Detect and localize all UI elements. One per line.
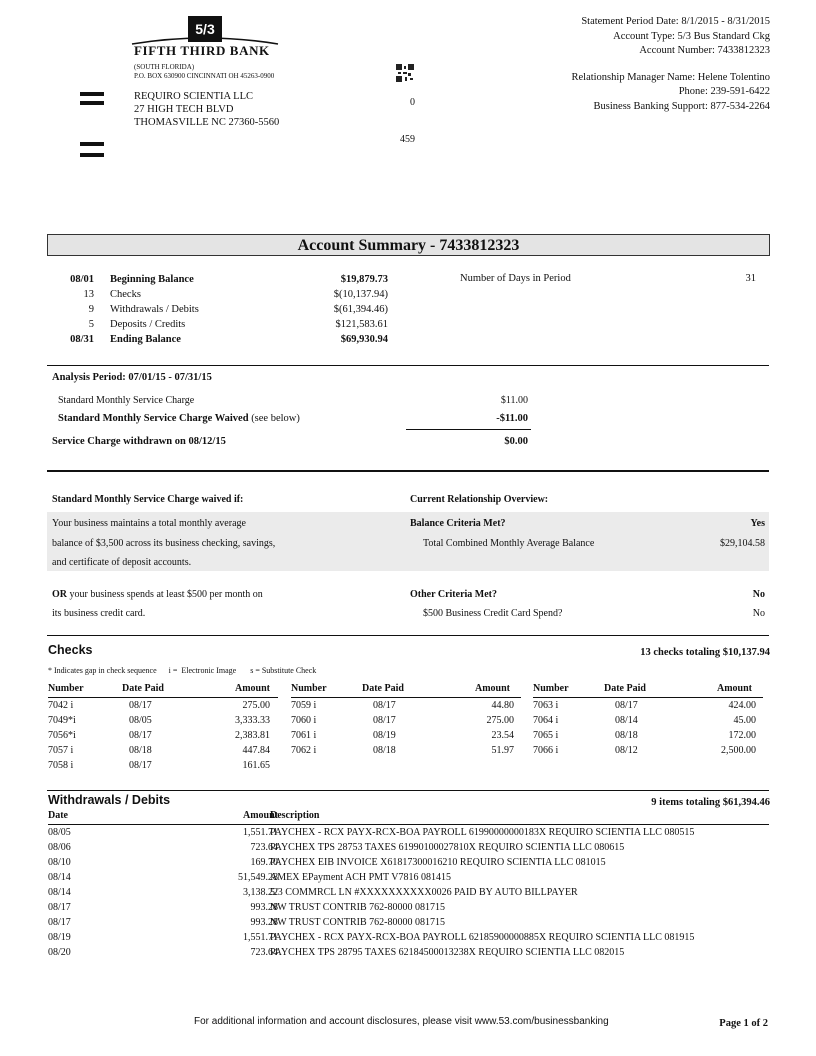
checks-total: 13 checks totaling $10,137.94: [640, 647, 770, 658]
check-amount: 275.00: [486, 715, 514, 726]
check-row: [533, 713, 763, 728]
summary-row-count: 9: [88, 304, 94, 315]
barcode-mark-3: [80, 142, 104, 146]
check-row: [48, 713, 278, 728]
check-amount: 3,333.33: [235, 715, 270, 726]
checks-header-2: [291, 683, 521, 698]
withdrawal-amount: 1,551.71: [243, 932, 278, 943]
withdrawal-date: 08/06: [48, 842, 71, 853]
relationship-title: Current Relationship Overview:: [410, 494, 549, 505]
days-value: 31: [745, 273, 756, 284]
waived-note: (see below): [251, 413, 300, 424]
check-date: 08/17: [373, 700, 396, 711]
col-date-header: Date Paid: [362, 683, 404, 694]
col-number-header: Number: [533, 683, 569, 694]
bank-name: FIFTH THIRD BANK: [134, 43, 270, 58]
withdrawals-total: 9 items totaling $61,394.46: [651, 797, 770, 808]
withdrawal-date: 08/20: [48, 947, 71, 958]
check-number: 7064 i: [533, 715, 559, 726]
check-date: 08/19: [373, 730, 396, 741]
waived-label: Standard Monthly Service Charge Waived: [58, 413, 249, 424]
summary-row-amount: $121,583.61: [335, 319, 388, 330]
checks-legend: * Indicates gap in check sequence i = Electronic Image s = Substitute Check: [48, 666, 317, 675]
summary-row-label: Checks: [110, 289, 141, 300]
check-date: 08/12: [615, 745, 638, 756]
qr-code-icon: [396, 64, 414, 82]
summary-row: [48, 287, 388, 302]
summary-row-amount: $69,930.94: [340, 334, 388, 345]
withdrawals-title: Withdrawals / Debits: [48, 793, 171, 807]
check-row: [291, 743, 521, 758]
withdrawal-description: 5/3 COMMRCL LN #XXXXXXXXXX0026 PAID BY AUTO BILLPAYER: [270, 887, 578, 898]
balance-criteria-answer: Yes: [750, 518, 765, 529]
check-number: 7066 i: [533, 745, 559, 756]
waiver-line-1: Your business maintains a total monthly average: [52, 518, 246, 529]
check-amount: 172.00: [728, 730, 756, 741]
summary-row-label: Beginning Balance: [110, 274, 194, 285]
col-description-header: Description: [270, 810, 320, 821]
check-amount: 275.00: [242, 700, 270, 711]
withdrawal-date: 08/17: [48, 902, 71, 913]
page-number: Page 1 of 2: [719, 1018, 768, 1029]
withdrawal-description: PAYCHEX EIB INVOICE X61817300016210 REQUIRO SCIENTIA LLC 081015: [270, 857, 606, 868]
barcode-mark-1: [80, 92, 104, 96]
check-number: 7057 i: [48, 745, 74, 756]
bank-logo: [130, 14, 280, 46]
or-line-1: [52, 589, 263, 600]
withdrawal-amount: 993.28: [250, 917, 278, 928]
waiver-line-3: and certificate of deposit accounts.: [52, 557, 192, 568]
withdrawal-row: [48, 885, 769, 900]
checks-col-2: [291, 683, 521, 758]
withdrawal-amount: 51,549.28: [238, 872, 278, 883]
check-amount: 23.54: [491, 730, 514, 741]
check-row: [48, 698, 278, 713]
checks-col-1: [48, 683, 278, 773]
check-date: 08/17: [615, 700, 638, 711]
check-date: 08/17: [129, 760, 152, 771]
withdrawal-date: 08/14: [48, 872, 71, 883]
check-amount: 45.00: [733, 715, 756, 726]
withdrawal-description: PAYCHEX TPS 28795 TAXES 62184500013238X REQUIRO SCIENTIA LLC 082015: [270, 947, 625, 958]
check-row: [291, 698, 521, 713]
mail-code-1: 0: [410, 97, 415, 108]
withdrawal-amount: 169.70: [250, 857, 278, 868]
withdrawal-row: [48, 840, 769, 855]
withdrawal-description: AMEX EPayment ACH PMT V7816 081415: [270, 872, 452, 883]
divider-4: [47, 790, 769, 791]
checks-title: Checks: [48, 643, 93, 657]
withdrawal-row: [48, 870, 769, 885]
withdrawal-row: [48, 915, 769, 930]
account-number: Account Number: 7433812323: [639, 45, 770, 56]
check-number: 7062 i: [291, 745, 317, 756]
summary-row-amount: $19,879.73: [340, 274, 388, 285]
summary-row-amount: $(10,137.94): [333, 289, 388, 300]
check-date: 08/14: [615, 715, 638, 726]
check-row: [533, 698, 763, 713]
check-date: 08/17: [373, 715, 396, 726]
bank-address: P.O. BOX 630900 CINCINNATI OH 45263-0900: [134, 72, 275, 80]
col-number-header: Number: [48, 683, 84, 694]
check-row: [48, 728, 278, 743]
check-date: 08/17: [129, 700, 152, 711]
service-charge-waived-value: -$11.00: [496, 413, 528, 424]
withdrawal-row: [48, 825, 769, 840]
statement-info: [470, 15, 770, 114]
withdrawal-description: PAYCHEX TPS 28753 TAXES 61990100027810X REQUIRO SCIENTIA LLC 080615: [270, 842, 625, 853]
withdrawal-row: [48, 855, 769, 870]
check-number: 7063 i: [533, 700, 559, 711]
relationship-manager: Relationship Manager Name: Helene Tolentino: [571, 71, 770, 83]
check-amount: 161.65: [242, 760, 270, 771]
withdrawal-date: 08/10: [48, 857, 71, 868]
service-charge-label: Standard Monthly Service Charge: [58, 395, 195, 406]
check-row: [48, 743, 278, 758]
check-date: 08/18: [373, 745, 396, 756]
or-line-2: its business credit card.: [52, 608, 146, 619]
col-number-header: Number: [291, 683, 327, 694]
check-date: 08/18: [615, 730, 638, 741]
withdrawal-description: NW TRUST CONTRIB 762-80000 081715: [270, 902, 446, 913]
check-number: 7056*i: [48, 730, 76, 741]
checks-header-1: [48, 683, 278, 698]
col-amount-header: Amount: [234, 683, 270, 694]
withdrawal-amount: 723.64: [250, 842, 278, 853]
or-text: your business spends at least $500 per month on: [67, 589, 263, 600]
withdrawal-row: [48, 945, 769, 960]
divider-2: [47, 470, 769, 472]
withdrawal-date: 08/05: [48, 827, 71, 838]
col-amount-header: Amount: [474, 683, 510, 694]
withdrawal-date: 08/14: [48, 887, 71, 898]
col-date-header: Date Paid: [604, 683, 646, 694]
check-row: [533, 728, 763, 743]
check-number: 7061 i: [291, 730, 317, 741]
check-date: 08/17: [129, 730, 152, 741]
withdrawal-amount: 3,138.22: [243, 887, 278, 898]
balance-criteria-label: Balance Criteria Met?: [410, 518, 506, 529]
col-amount-header: Amount: [242, 810, 278, 821]
summary-row-label: Deposits / Credits: [110, 319, 186, 330]
check-number: 7059 i: [291, 700, 317, 711]
summary-row: [48, 272, 388, 287]
col-amount-header: Amount: [716, 683, 752, 694]
card-spend-value: No: [752, 608, 765, 619]
withdrawal-row: [48, 900, 769, 915]
barcode-mark-2: [80, 101, 104, 105]
customer-street: 27 HIGH TECH BLVD: [134, 104, 234, 115]
check-row: [291, 713, 521, 728]
divider-1: [47, 365, 769, 366]
other-criteria-answer: No: [752, 589, 765, 600]
footer-note: For additional information and account disclosures, please visit www.53.com/businessbanking: [194, 1016, 609, 1027]
bank-region: (SOUTH FLORIDA): [134, 63, 195, 71]
withdrawal-description: NW TRUST CONTRIB 762-80000 081715: [270, 917, 446, 928]
withdrawals-header: [48, 810, 769, 825]
mail-code-2: 459: [400, 134, 415, 145]
charge-withdrawn-label: Service Charge withdrawn on 08/12/15: [52, 436, 226, 447]
summary-row: [48, 332, 388, 347]
days-label: Number of Days in Period: [460, 273, 571, 284]
avg-balance-value: $29,104.58: [720, 538, 765, 549]
charge-withdrawn-value: $0.00: [504, 436, 528, 447]
customer-city: THOMASVILLE NC 27360-5560: [134, 117, 280, 128]
analysis-period: Analysis Period: 07/01/15 - 07/31/15: [52, 372, 212, 383]
summary-row-count: 5: [88, 319, 94, 330]
summary-row-count: 08/31: [70, 334, 94, 345]
check-amount: 51.97: [491, 745, 514, 756]
check-row: [533, 743, 763, 758]
check-amount: 44.80: [491, 700, 514, 711]
col-date-header: Date: [48, 810, 68, 821]
summary-row-label: Ending Balance: [110, 334, 181, 345]
col-date-header: Date Paid: [122, 683, 164, 694]
check-number: 7042 i: [48, 700, 74, 711]
service-charge-waived: [58, 413, 300, 424]
avg-balance-label: Total Combined Monthly Average Balance: [423, 538, 595, 549]
withdrawal-row: [48, 930, 769, 945]
business-support: Business Banking Support: 877-534-2264: [593, 100, 770, 112]
account-summary-title: Account Summary - 7433812323: [47, 234, 770, 256]
divider-3: [47, 635, 769, 636]
check-amount: 447.84: [242, 745, 270, 756]
checks-col-3: [533, 683, 763, 758]
card-spend-label: $500 Business Credit Card Spend?: [423, 608, 563, 619]
subtotal-rule: [406, 429, 531, 430]
other-criteria-label: Other Criteria Met?: [410, 589, 497, 600]
check-number: 7058 i: [48, 760, 74, 771]
check-date: 08/05: [129, 715, 152, 726]
summary-row: [48, 317, 388, 332]
check-row: [48, 758, 278, 773]
summary-table: [48, 272, 388, 347]
waiver-line-2: balance of $3,500 across its business checking, savings,: [52, 538, 276, 549]
check-number: 7049*i: [48, 715, 76, 726]
check-amount: 2,500.00: [721, 745, 756, 756]
statement-period: Statement Period Date: 8/1/2015 - 8/31/2015: [581, 16, 770, 27]
check-amount: 2,383.81: [235, 730, 270, 741]
withdrawal-date: 08/19: [48, 932, 71, 943]
logo-mark: 5/3: [195, 21, 215, 37]
withdrawal-description: PAYCHEX - RCX PAYX-RCX-BOA PAYROLL 61990000000183X REQUIRO SCIENTIA LLC 080515: [270, 827, 695, 838]
waiver-title: Standard Monthly Service Charge waived if:: [52, 494, 244, 505]
checks-header-3: [533, 683, 763, 698]
or-keyword: OR: [52, 589, 67, 600]
service-charge-value: $11.00: [500, 395, 528, 406]
summary-row-count: 13: [83, 289, 94, 300]
check-date: 08/18: [129, 745, 152, 756]
summary-row-amount: $(61,394.46): [333, 304, 388, 315]
summary-row-count: 08/01: [70, 274, 94, 285]
customer-name: REQUIRO SCIENTIA LLC: [134, 91, 253, 102]
withdrawal-amount: 723.64: [250, 947, 278, 958]
check-amount: 424.00: [728, 700, 756, 711]
check-row: [291, 728, 521, 743]
barcode-mark-4: [80, 153, 104, 157]
manager-phone: Phone: 239-591-6422: [678, 86, 770, 97]
withdrawal-amount: 1,551.71: [243, 827, 278, 838]
summary-row: [48, 302, 388, 317]
withdrawal-description: PAYCHEX - RCX PAYX-RCX-BOA PAYROLL 62185900000885X REQUIRO SCIENTIA LLC 081915: [270, 932, 695, 943]
check-number: 7060 i: [291, 715, 317, 726]
withdrawals-list: [48, 825, 769, 960]
withdrawal-amount: 993.28: [250, 902, 278, 913]
account-type: Account Type: 5/3 Bus Standard Ckg: [613, 30, 770, 42]
summary-row-label: Withdrawals / Debits: [110, 304, 199, 315]
withdrawal-date: 08/17: [48, 917, 71, 928]
check-number: 7065 i: [533, 730, 559, 741]
